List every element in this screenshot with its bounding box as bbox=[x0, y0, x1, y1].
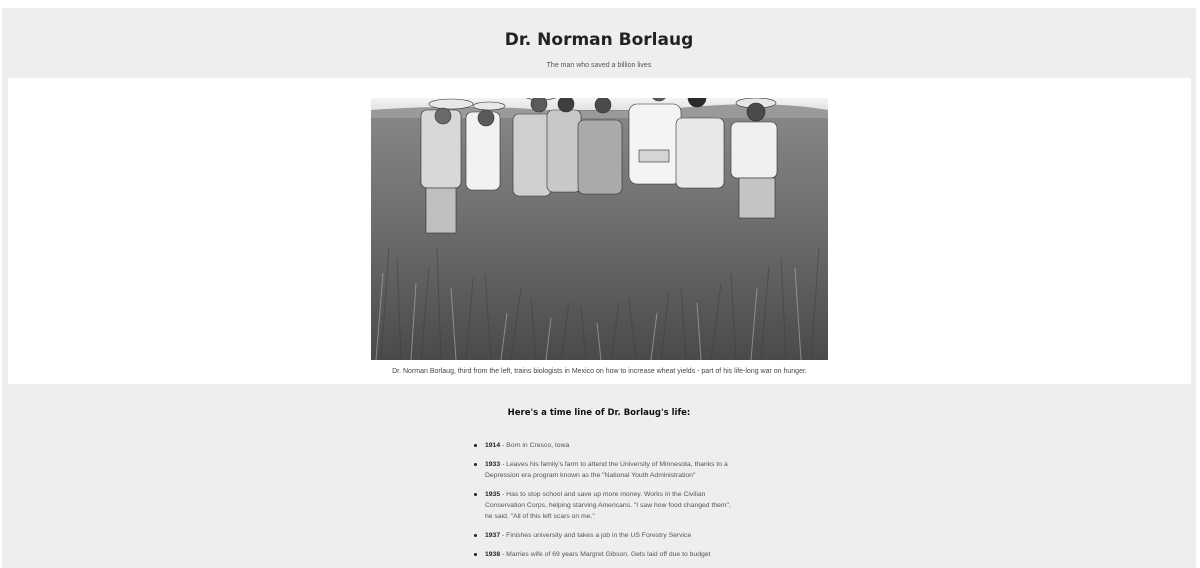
timeline-year: 1937 bbox=[485, 532, 501, 539]
timeline-text: Leaves his family's farm to attend the University of Minnesota, thanks to a Depression era program known as the "National Youth Administration" bbox=[485, 461, 728, 479]
image-caption: Dr. Norman Borlaug, third from the left, trains biologists in Mexico on how to increase wheat yields - part of his life-long war on hunger. bbox=[392, 368, 807, 375]
image-container bbox=[8, 78, 1191, 384]
page-title: Dr. Norman Borlaug bbox=[504, 30, 694, 50]
list-item: 1937 - Finishes university and takes a job in the US Forestry Service bbox=[477, 530, 735, 541]
timeline-list bbox=[477, 440, 735, 568]
list-item: 1938 - Marries wife of 69 years Margret Gibson. Gets laid off due to budget bbox=[477, 549, 735, 560]
timeline-year: 1933 bbox=[485, 461, 501, 468]
timeline-text: Has to stop school and save up more money. Works in the Civilian Conservation Corps, helping starving Americans. "I saw how food changed them", he said. "All of this left scars on me." bbox=[485, 491, 731, 520]
timeline-text: Finishes university and takes a job in the US Forestry Service bbox=[506, 532, 692, 539]
timeline-heading: Here's a time line of Dr. Borlaug's life: bbox=[507, 408, 691, 418]
tribute-photo bbox=[371, 98, 828, 360]
page-subtitle: The man who saved a billion lives bbox=[546, 62, 652, 69]
timeline-year: 1914 bbox=[485, 442, 501, 449]
timeline-year: 1935 bbox=[485, 491, 501, 498]
list-item: 1914 - Born in Cresco, Iowa bbox=[477, 440, 735, 451]
main-container bbox=[2, 8, 1196, 568]
timeline-text: Marries wife of 69 years Margret Gibson. Gets laid off due to budget bbox=[506, 551, 711, 558]
list-item: 1933 - Leaves his family's farm to attend the University of Minnesota, thanks to a Depression era program known as the "National Youth Administration" bbox=[477, 459, 735, 481]
timeline-year: 1938 bbox=[485, 551, 501, 558]
timeline-text: Born in Cresco, Iowa bbox=[506, 442, 570, 449]
list-item: 1935 - Has to stop school and save up more money. Works in the Civilian Conservation Corps, helping starving Americans. "I saw how food changed them", he said. "All of this left scars on me." bbox=[477, 489, 735, 522]
